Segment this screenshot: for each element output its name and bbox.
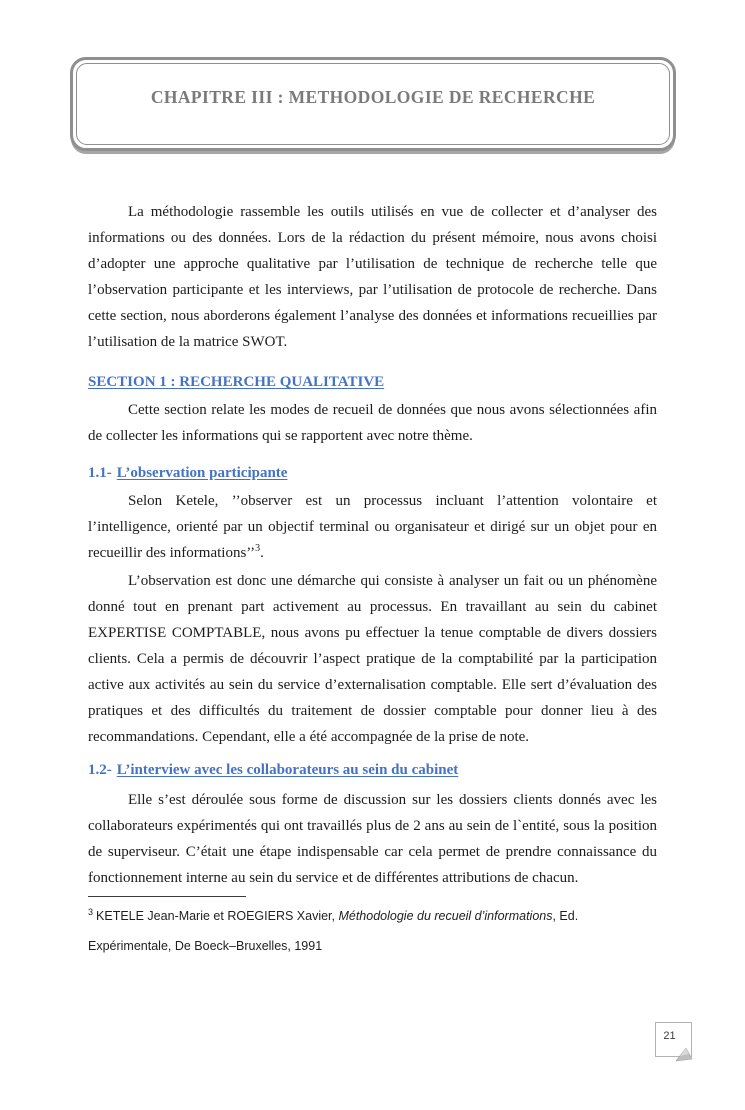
observation-paragraph: L’observation est donc une démarche qui consiste à analyser un fait ou un phénomène donné tout en prenant part activement au processus. En travaillant au sein du cabinet EXPERTISE COMPTABLE, nous avons pu effectuer la tenue comptable de divers dossiers clients. Cela a permis de découvrir l’aspect pratique de la comptabilité par la participation active aux activités au sein du service d’externalisation comptable. Elle sert d’évaluation des pratiques et des difficultés du traitement de dossier comptable pour donner lieu à des recommandations. Cependant, elle a été accompagnée de la prise de note.	[88, 573, 657, 745]
intro-paragraph: La méthodologie rassemble les outils utilisés en vue de collecter et d’analyser des informations ou des données. Lors de la rédaction du présent mémoire, nous avons choisi d’adopter une approche qualitative par l’utilisation de technique de recherche telle que l’observation participante et les interviews, par l’utilisation de protocole de recherche. Dans cette section, nous aborderons également l’analyse des données et informations recueillies par l’utilisation de la matrice SWOT.	[88, 204, 657, 350]
subsection-1-2-number: 1.2-	[88, 762, 112, 778]
footnote	[88, 901, 657, 961]
quote-text: Selon Ketele, ’’observer est un processus incluant l’attention volontaire et l’intelligence, orienté par un objectif terminal ou organisateur et dirigé sur un objet pour en recueillir des informations’’	[88, 493, 657, 561]
section1-heading: SECTION 1 : RECHERCHE QUALITATIVE	[88, 374, 385, 390]
chapter-title: CHAPITRE III : METHODOLOGIE DE RECHERCHE	[150, 86, 596, 107]
footnote-book-title: Méthodologie du recueil d’informations	[338, 909, 553, 923]
document-body	[88, 199, 657, 891]
footnote-reference-3: 3	[255, 543, 261, 554]
footnote-suffix: , Ed. Expérimentale, De Boeck–Bruxelles, 1991	[88, 909, 579, 953]
page-fold-icon	[676, 1048, 694, 1063]
page-number-box	[655, 1022, 692, 1057]
interview-paragraph: Elle s’est déroulée sous forme de discussion sur les dossiers clients donnés avec les collaborateurs expérimentés qui ont travaillés plus de 2 ans au sein de l`entité, sous la position de superviseur. C’était une étape indispensable car cela permet de prendre connaissance du fonctionnement interne au sein du service et de différentes attributions de chacun.	[88, 792, 657, 886]
chapter-title-box-inner	[76, 63, 670, 145]
subsection-1-1-heading	[88, 463, 657, 484]
section1-intro-paragraph: Cette section relate les modes de recueil de données que nous avons sélectionnées afin de collecter les informations qui se rapportent avec notre thème.	[88, 402, 657, 444]
subsection-1-2-heading	[88, 760, 657, 781]
ketele-quote-paragraph	[88, 488, 657, 566]
subsection-1-1-number: 1.1-	[88, 465, 112, 481]
document-page	[0, 57, 745, 1110]
subsection-1-2-title: L’interview avec les collaborateurs au sein du cabinet	[116, 762, 459, 778]
quote-end: .	[260, 545, 264, 561]
footnote-separator-rule	[88, 896, 246, 897]
subsection-1-1-title: L’observation participante	[116, 465, 288, 481]
footnote-marker: 3	[88, 906, 94, 917]
chapter-title-box	[70, 57, 676, 151]
page-number: 21	[663, 1030, 676, 1042]
footnote-text: KETELE Jean-Marie et ROEGIERS Xavier,	[96, 909, 339, 923]
